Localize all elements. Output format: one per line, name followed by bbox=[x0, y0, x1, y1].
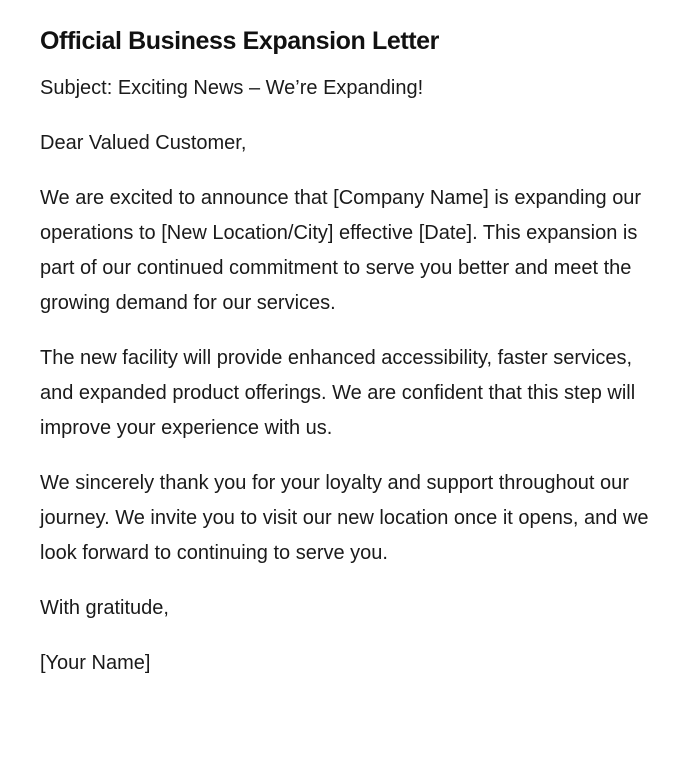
letter-subject: Subject: Exciting News – We’re Expanding! bbox=[40, 77, 424, 99]
body-paragraph-announcement: We are excited to announce that [Company Name] is expanding our operations to [New Location/City] effective [Date]. This expansion is part of our continued commitment to serve you better and meet the growing demand for our services. bbox=[40, 187, 642, 314]
letter-signature: [Your Name] bbox=[40, 652, 151, 674]
body-paragraph-thanks: We sincerely thank you for your loyalty and support throughout our journey. We invite you to visit our new location once it opens, and we look forward to continuing to serve you. bbox=[40, 472, 649, 564]
letter-closing: With gratitude, bbox=[40, 597, 169, 619]
letter-title: Official Business Expansion Letter bbox=[40, 27, 440, 55]
letter-salutation: Dear Valued Customer, bbox=[40, 132, 247, 154]
body-paragraph-facility: The new facility will provide enhanced accessibility, faster services, and expanded product offerings. We are confident that this step will improve your experience with us. bbox=[40, 347, 636, 439]
